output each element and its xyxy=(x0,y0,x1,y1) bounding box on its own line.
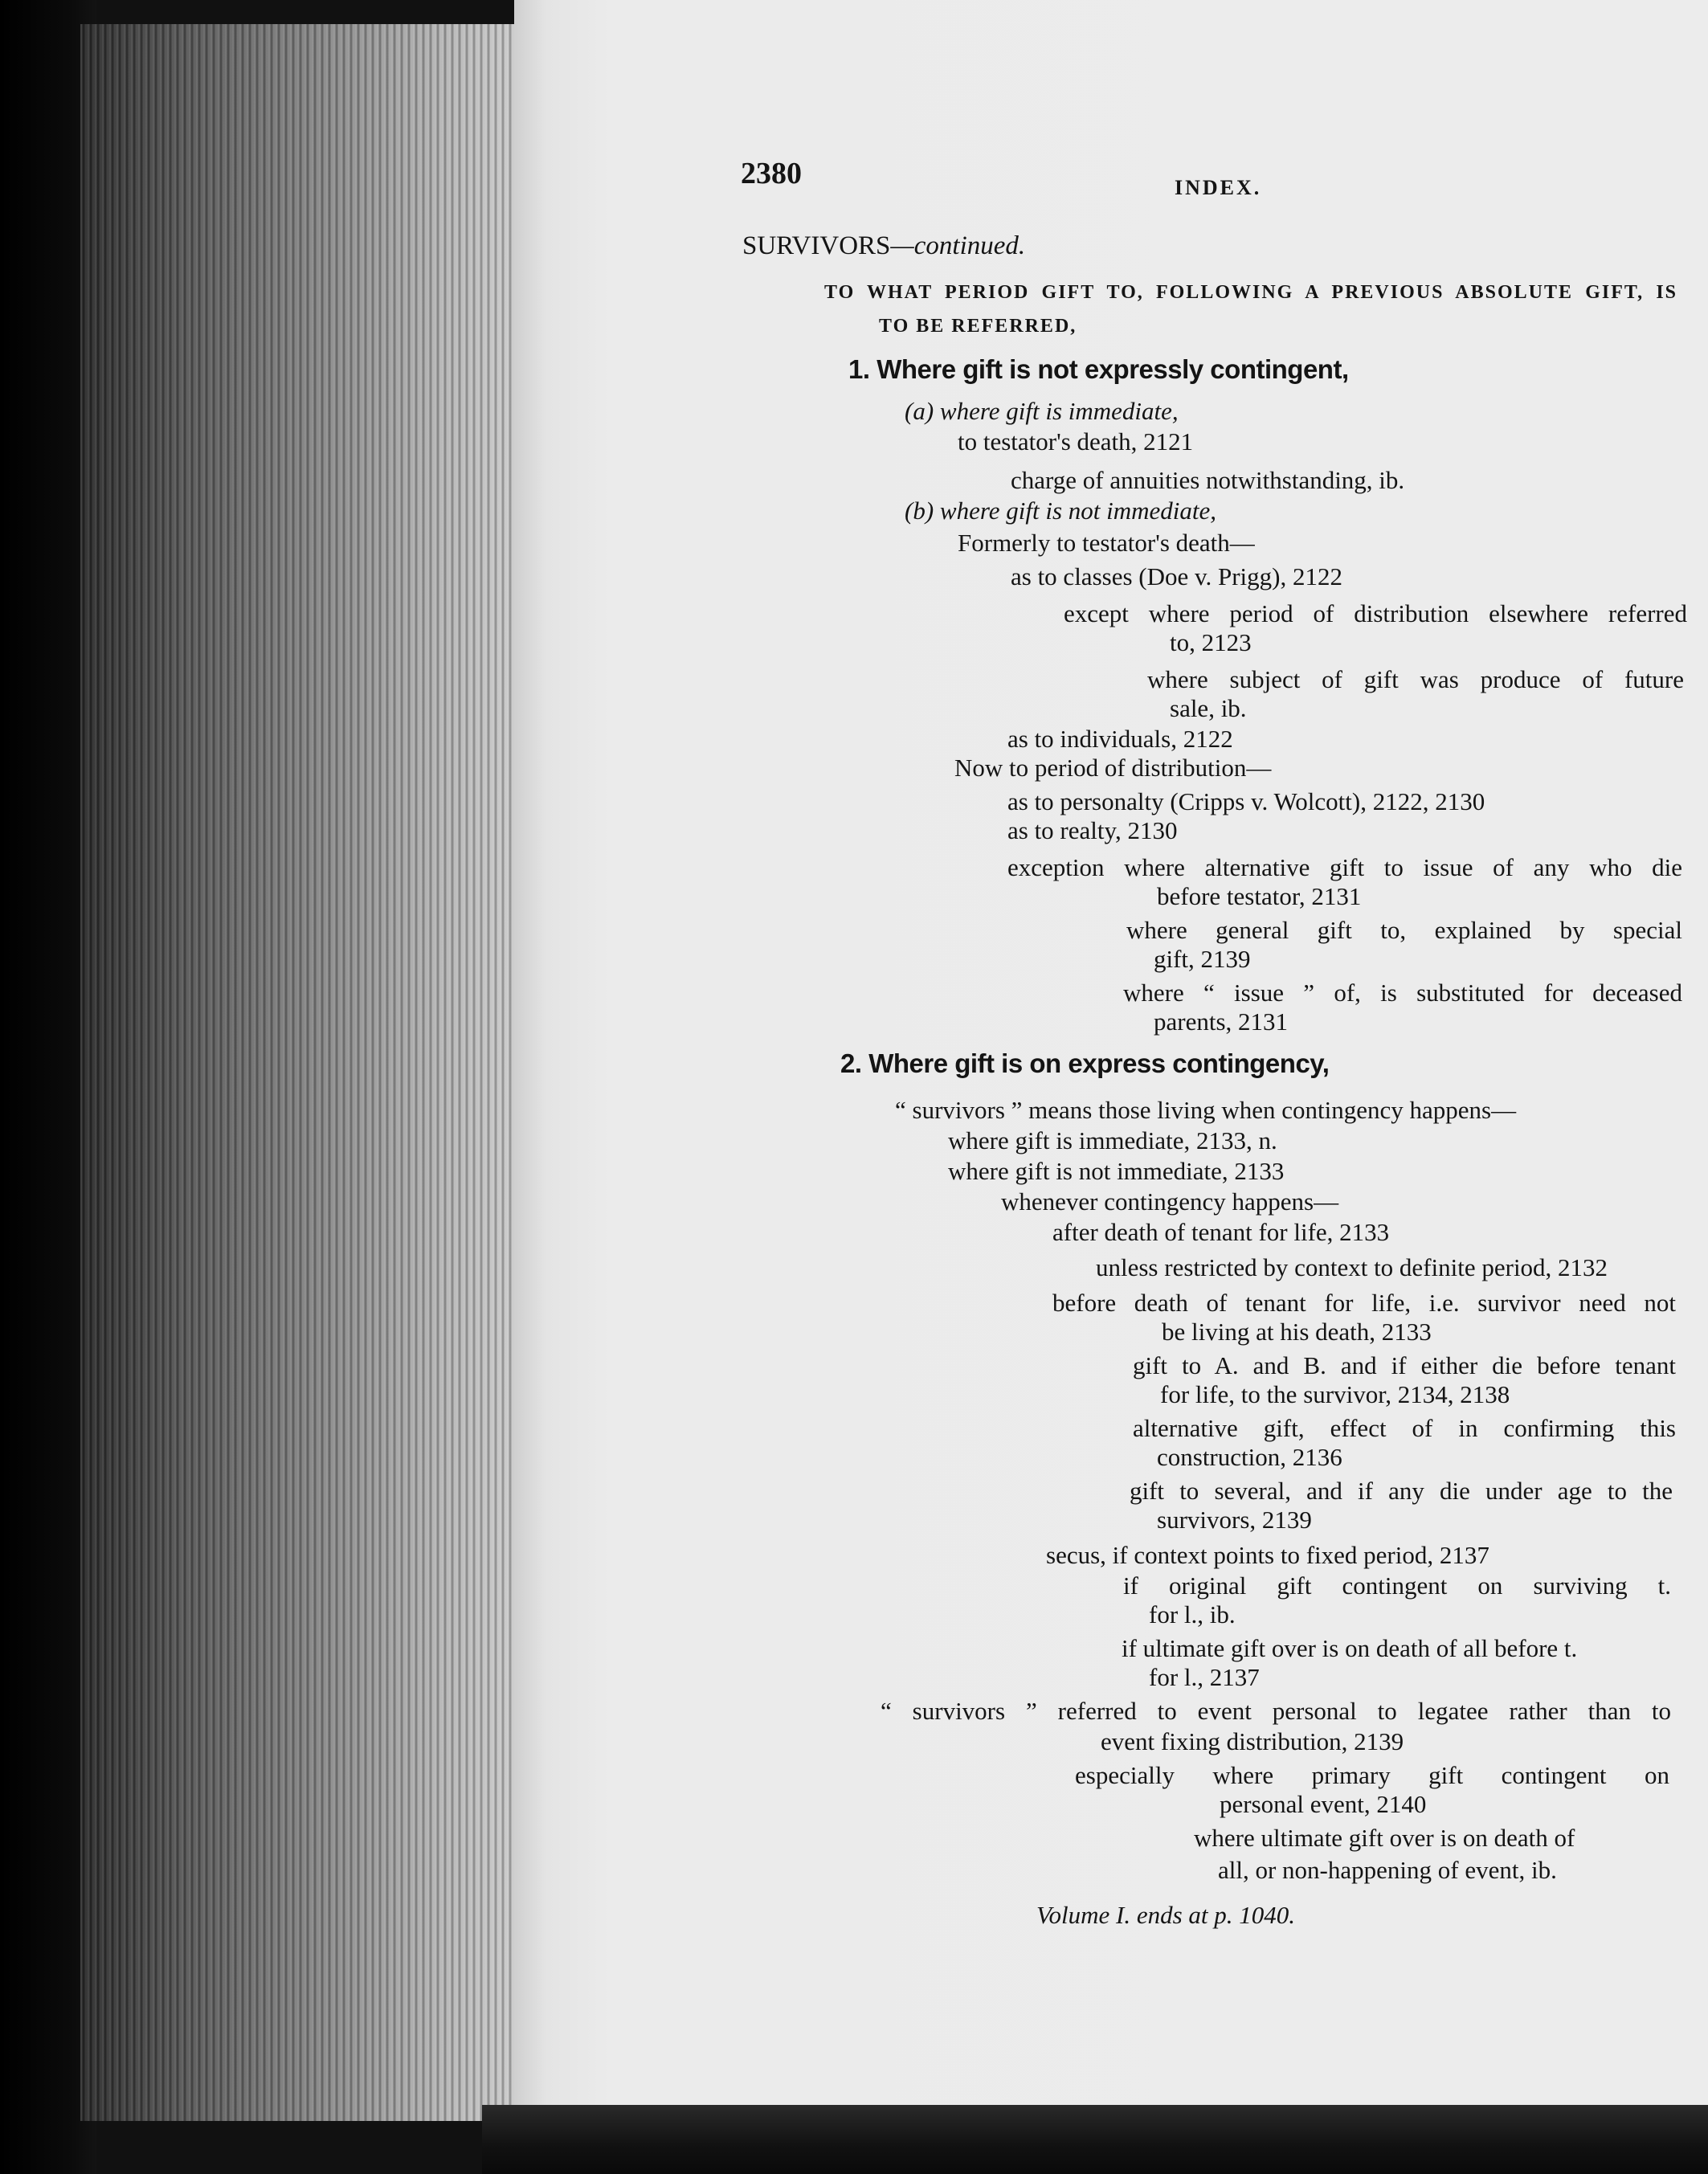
entry: as to classes (Doe v. Prigg), 2122 xyxy=(1011,562,1342,590)
entry: survivors, 2139 xyxy=(1157,1506,1312,1534)
entry: before testator, 2131 xyxy=(1157,882,1362,910)
entry: “ survivors ” means those living when contingency happens— xyxy=(895,1096,1517,1124)
continued-label: —continued. xyxy=(890,231,1026,260)
volume-note: Volume I. ends at p. 1040. xyxy=(1036,1901,1296,1929)
entry: where general gift to, explained by special xyxy=(1126,916,1682,944)
entry: if ultimate gift over is on death of all before t. xyxy=(1122,1634,1578,1662)
entry: charge of annuities notwithstanding, ib. xyxy=(1011,466,1405,494)
entry: except where period of distribution elsewhere referred xyxy=(1064,599,1687,627)
section-heading: SURVIVORS xyxy=(742,231,891,260)
entry: exception where alternative gift to issue of any who die xyxy=(1007,853,1682,881)
entry: construction, 2136 xyxy=(1157,1443,1342,1471)
entry: Formerly to testator's death— xyxy=(958,529,1255,557)
entry: gift to several, and if any die under age to the xyxy=(1130,1477,1673,1505)
page-number: 2380 xyxy=(741,157,802,190)
heading-express-contingency: 2. Where gift is on express contingency, xyxy=(840,1048,1330,1078)
entry: if original gift contingent on surviving t. xyxy=(1123,1571,1671,1600)
running-head: INDEX. xyxy=(1175,176,1262,199)
entry: unless restricted by context to definite period, 2132 xyxy=(1096,1253,1608,1281)
entry: event fixing distribution, 2139 xyxy=(1101,1727,1404,1755)
entry: where “ issue ” of, is substituted for deceased xyxy=(1123,979,1682,1007)
heading-not-contingent: 1. Where gift is not expressly contingent, xyxy=(848,354,1349,384)
topic-line-2: TO BE REFERRED, xyxy=(879,316,1077,337)
entry: “ survivors ” referred to event personal to legatee rather than to xyxy=(881,1697,1671,1725)
entry: alternative gift, effect of in confirming this xyxy=(1133,1414,1676,1442)
entry: as to personalty (Cripps v. Wolcott), 2122, 2130 xyxy=(1007,787,1485,815)
entry: sale, ib. xyxy=(1170,694,1247,722)
entry: gift to A. and B. and if either die before tenant xyxy=(1133,1351,1676,1379)
entry: (a) where gift is immediate, xyxy=(905,397,1179,425)
entry: as to realty, 2130 xyxy=(1007,816,1178,844)
entry: where gift is not immediate, 2133 xyxy=(948,1157,1285,1185)
entry: where gift is immediate, 2133, n. xyxy=(948,1126,1277,1154)
entry: gift, 2139 xyxy=(1154,945,1251,973)
entry: for l., 2137 xyxy=(1149,1663,1260,1691)
page-bottom-shadow xyxy=(482,2105,1708,2174)
entry: (b) where gift is not immediate, xyxy=(905,497,1217,525)
entry: personal event, 2140 xyxy=(1220,1790,1427,1818)
entry: after death of tenant for life, 2133 xyxy=(1052,1218,1390,1246)
entry: where ultimate gift over is on death of xyxy=(1194,1824,1575,1852)
entry: Now to period of distribution— xyxy=(954,754,1272,782)
entry: especially where primary gift contingent on xyxy=(1075,1761,1669,1789)
entry: to testator's death, 2121 xyxy=(958,427,1194,456)
entry: where subject of gift was produce of future xyxy=(1147,665,1684,693)
topic-line-1: TO WHAT PERIOD GIFT TO, FOLLOWING A PREVIOUS ABSOLUTE GIFT, IS xyxy=(824,282,1677,303)
book-page-edges xyxy=(80,24,530,2121)
entry: whenever contingency happens— xyxy=(1001,1187,1339,1216)
entry: parents, 2131 xyxy=(1154,1007,1289,1036)
entry: be living at his death, 2133 xyxy=(1162,1318,1432,1346)
entry: for life, to the survivor, 2134, 2138 xyxy=(1160,1380,1510,1408)
entry: all, or non-happening of event, ib. xyxy=(1218,1856,1557,1884)
entry: to, 2123 xyxy=(1170,628,1252,656)
section-title xyxy=(742,231,1025,260)
entry: as to individuals, 2122 xyxy=(1007,725,1233,753)
entry: for l., ib. xyxy=(1149,1600,1236,1628)
entry: secus, if context points to fixed period, 2137 xyxy=(1046,1541,1489,1569)
entry: before death of tenant for life, i.e. survivor need not xyxy=(1052,1289,1676,1317)
